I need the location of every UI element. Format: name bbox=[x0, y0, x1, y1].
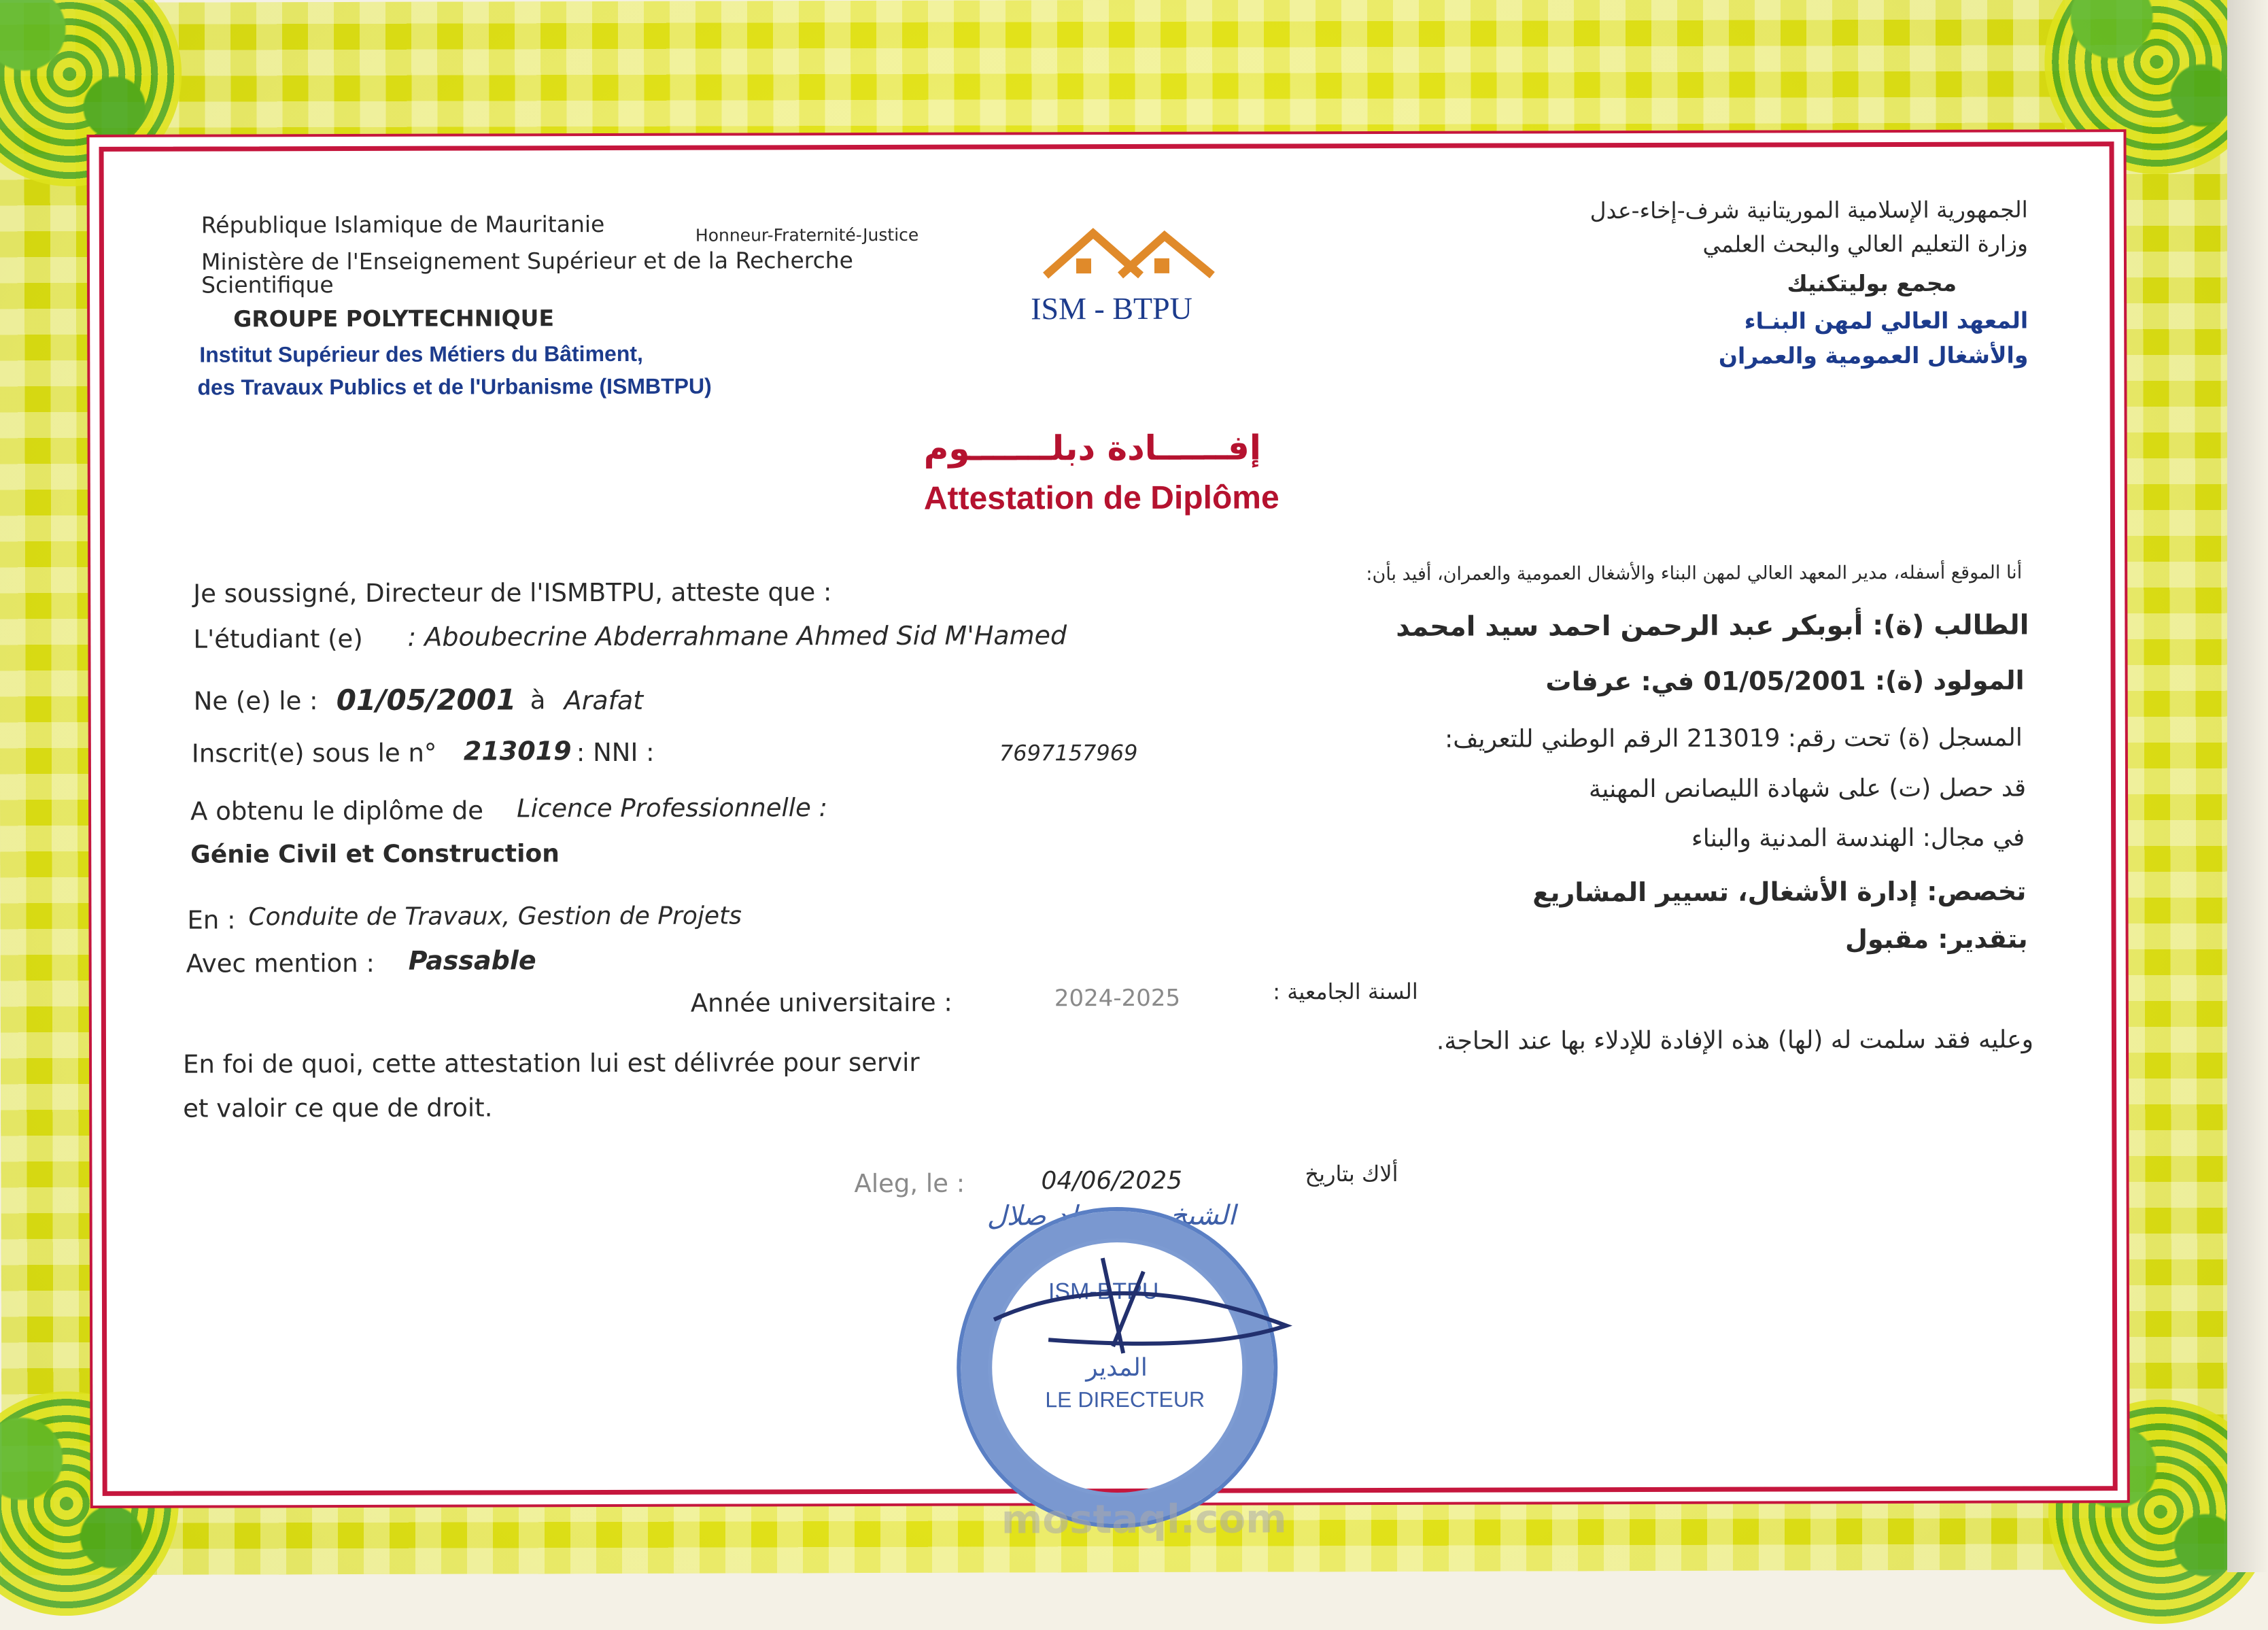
year-ar: السنة الجامعية : bbox=[1273, 978, 1418, 1005]
mention-value: Passable bbox=[408, 945, 536, 976]
inscrit-ar: المسجل (ة) تحت رقم: 213019 الرقم الوطني للتعريف: bbox=[1445, 724, 2023, 753]
header-ar-ministry: وزارة التعليم العالي والبحث العلمي bbox=[1702, 230, 2028, 258]
header-ar-institute-2: والأشغال العمومية والعمران bbox=[1718, 341, 2029, 369]
mention-label: Avec mention : bbox=[186, 948, 375, 979]
field-ar: في مجال: الهندسة المدنية والبناء bbox=[1691, 824, 2025, 853]
watermark: mostaql.com bbox=[1001, 1495, 1287, 1543]
speciality-ar: تخصص: إدارة الأشغال، تسيير المشاريع bbox=[1532, 876, 2027, 908]
student-ar: الطالب (ة): أبوبكر عبد الرحمن احمد سيد امحمد bbox=[1396, 609, 2029, 643]
closing-ar: وعليه فقد سلمت له (لها) هذه الإفادة للإدلاء بها عند الحاجة. bbox=[1436, 1025, 2034, 1055]
signature-mark bbox=[967, 1244, 1307, 1380]
year-value: 2024-2025 bbox=[1054, 984, 1181, 1013]
page-edge-shadow bbox=[2227, 0, 2268, 1572]
header-group: GROUPE POLYTECHNIQUE bbox=[233, 305, 555, 333]
born-ar: المولود (ة): 01/05/2001 في: عرفات bbox=[1545, 665, 2025, 697]
closing-line-2: et valoir ce que de droit. bbox=[183, 1093, 493, 1123]
header-institute-1: Institut Supérieur des Métiers du Bâtiment, bbox=[199, 341, 643, 367]
title-french: Attestation de Diplôme bbox=[923, 479, 1279, 517]
institute-logo bbox=[1018, 228, 1250, 330]
logo-text: ISM - BTPU bbox=[1031, 290, 1192, 326]
inscrit-label: Inscrit(e) sous le n° bbox=[191, 738, 437, 768]
born-at: à bbox=[530, 685, 546, 715]
diploma-label: A obtenu le diplôme de bbox=[190, 796, 484, 826]
nni-value: 7697157969 bbox=[999, 739, 1138, 766]
inscrit-number: 213019 bbox=[463, 736, 572, 766]
nni-label: : NNI : bbox=[576, 737, 655, 768]
en-label: En : bbox=[187, 905, 236, 935]
title-arabic: إفــــــادة دبلـــــــوم bbox=[923, 428, 1262, 469]
issue-date: 04/06/2025 bbox=[1041, 1166, 1183, 1195]
header-institute-2: des Travaux Publics et de l'Urbanisme (ISMBTPU) bbox=[197, 373, 712, 400]
born-place: Arafat bbox=[564, 685, 644, 716]
intro-ar: أنا الموقع أسفله، مدير المعهد العالي لمهن البناء والأشغال العمومية والعمران، أفيد بأن: bbox=[1366, 562, 2023, 585]
signatory-name: الشيخ محمد ولد صلال bbox=[986, 1200, 1236, 1232]
born-label: Ne (e) le : bbox=[193, 686, 318, 716]
header-ministry: Ministère de l'Enseignement Supérieur et de la Recherche bbox=[201, 247, 853, 275]
born-date: 01/05/2001 bbox=[336, 683, 517, 717]
header-ar-republic: الجمهورية الإسلامية الموريتانية شرف-إخاء-عدل bbox=[1590, 196, 2028, 224]
stamp-role-ar: المدير bbox=[1086, 1353, 1148, 1382]
place-date-label: Aleg, le : bbox=[854, 1168, 965, 1199]
stamp-role-fr: LE DIRECTEUR bbox=[1045, 1387, 1205, 1412]
closing-line-1: En foi de quoi, cette attestation lui est délivrée pour servir bbox=[183, 1047, 920, 1079]
diploma-ar: قد حصل (ت) على شهادة الليصانص المهنية bbox=[1588, 774, 2027, 804]
stamp-abbr: ISM-BTPU bbox=[1048, 1278, 1159, 1305]
student-label: L'étudiant (e) bbox=[193, 624, 363, 654]
diploma-field: Génie Civil et Construction bbox=[190, 840, 560, 869]
header-republic: République Islamique de Mauritanie bbox=[201, 210, 605, 239]
year-label: Année universitaire : bbox=[690, 987, 952, 1018]
date-ar: ألاك بتاريخ bbox=[1305, 1160, 1398, 1187]
speciality-value: Conduite de Travaux, Gestion de Projets bbox=[248, 902, 742, 932]
header-ar-group: مجمع بوليتكنيك bbox=[1787, 269, 1957, 297]
intro-fr: Je soussigné, Directeur de l'ISMBTPU, atteste que : bbox=[193, 577, 832, 609]
student-name: : Aboubecrine Abderrahmane Ahmed Sid M'Hamed bbox=[407, 620, 1067, 652]
header-ministry-2: Scientifique bbox=[201, 271, 334, 299]
header-ar-institute-1: المعهد العالي لمهن البنـاء bbox=[1744, 307, 2029, 335]
header-motto: Honneur-Fraternité-Justice bbox=[695, 224, 919, 245]
mention-ar: بتقدير: مقبول bbox=[1844, 923, 2028, 955]
diploma-value: Licence Professionnelle : bbox=[517, 793, 828, 824]
